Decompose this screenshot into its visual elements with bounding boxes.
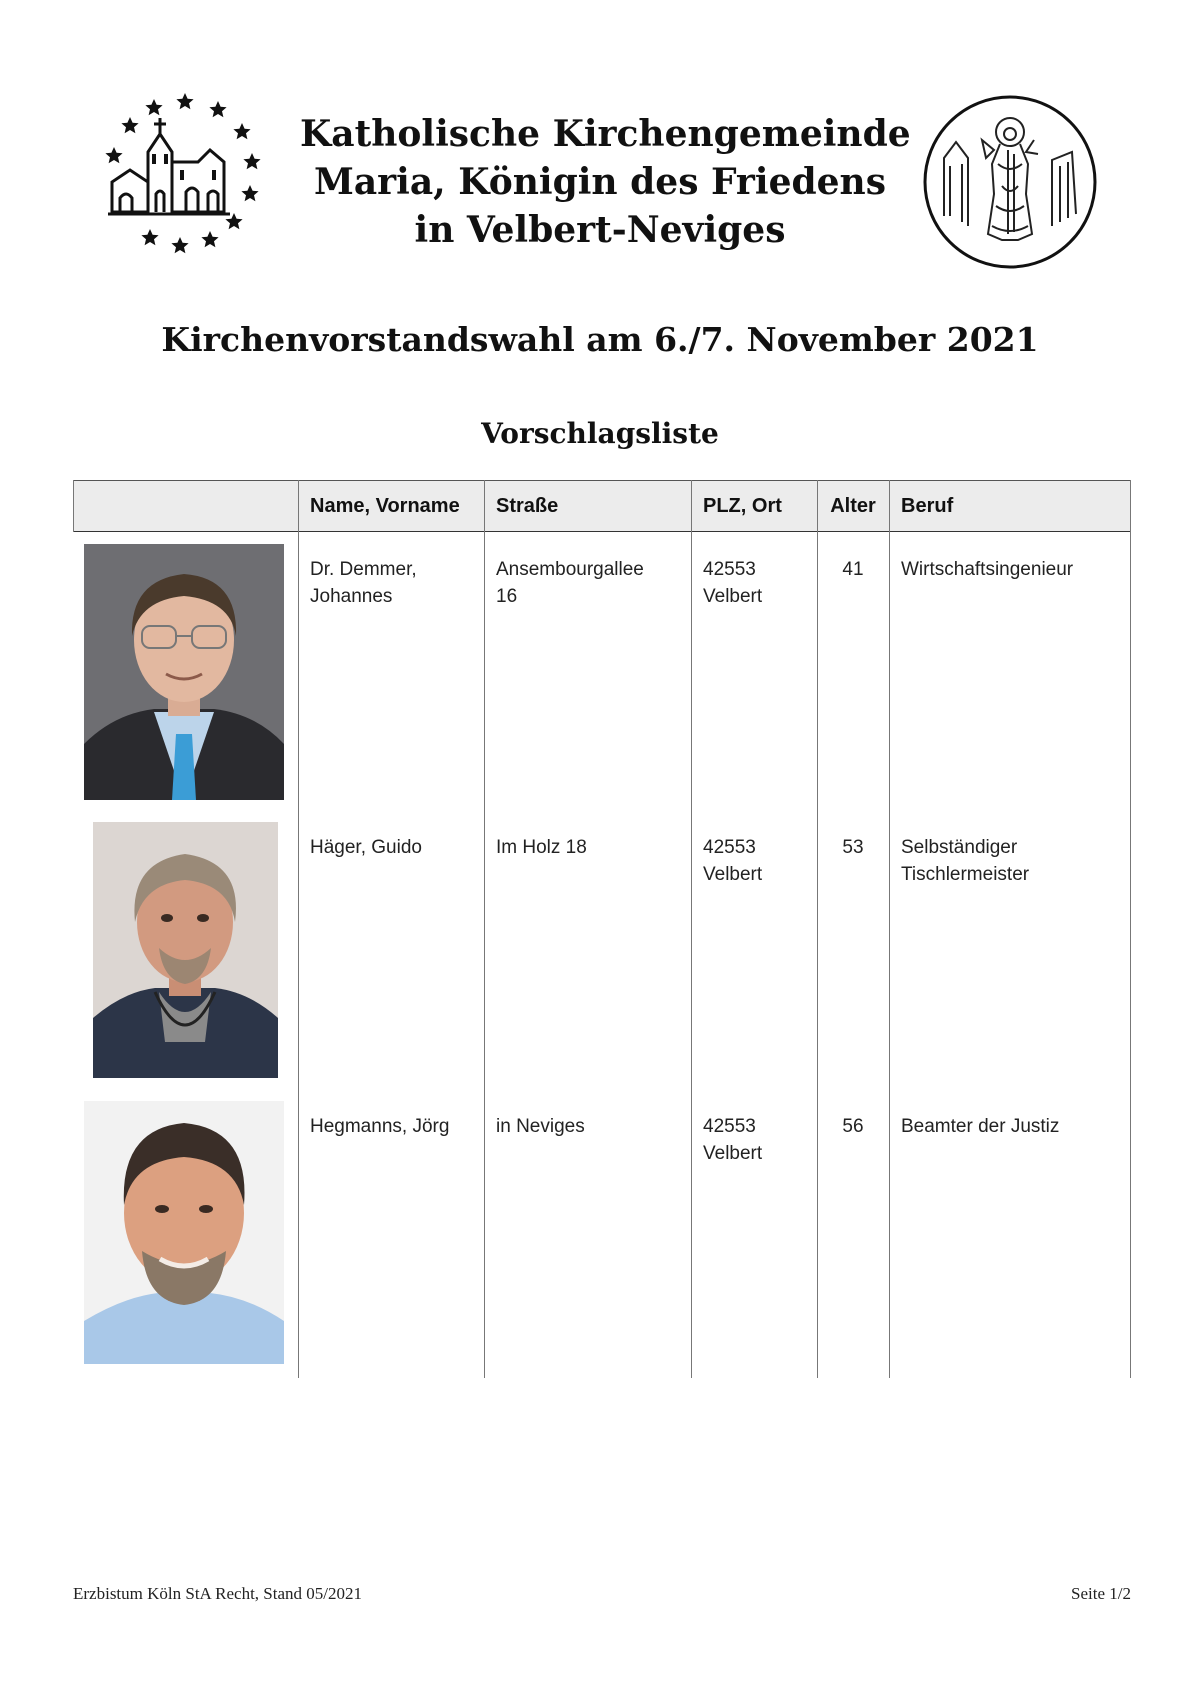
candidate-table <box>73 480 1131 1378</box>
madonna-seal-icon <box>922 94 1098 270</box>
list-title: Vorschlagsliste <box>481 417 719 450</box>
column-header-job: Beruf <box>901 495 954 517</box>
candidate-age: 56 <box>842 1116 864 1137</box>
candidate-street: Ansembourgallee 16 <box>496 559 644 607</box>
candidate-job: Selbständiger Tischlermeister <box>901 837 1030 885</box>
column-header-photo <box>73 481 298 532</box>
parish-name-line-2: Maria, Königin des Friedens <box>314 161 886 203</box>
candidate-name: Dr. Demmer, Johannes <box>310 559 417 607</box>
page-header <box>0 90 1200 270</box>
table-row <box>73 810 1131 1089</box>
candidate-street: in Neviges <box>496 1116 585 1137</box>
table-header <box>73 480 1131 532</box>
candidate-job: Beamter der Justiz <box>901 1116 1060 1137</box>
candidate-plz-ort: 42553 Velbert <box>703 1116 763 1164</box>
election-title: Kirchenvorstandswahl am 6./7. November 2021 <box>161 320 1039 359</box>
candidate-street: Im Holz 18 <box>496 837 587 858</box>
candidate-photo <box>93 822 278 1078</box>
candidate-photo <box>84 544 284 800</box>
candidate-age: 53 <box>842 837 864 858</box>
candidate-photo <box>84 1101 284 1364</box>
candidate-job: Wirtschaftsingenieur <box>901 559 1074 580</box>
table-row <box>73 1089 1131 1378</box>
candidate-age: 41 <box>842 559 864 580</box>
footer-source: Erzbistum Köln StA Recht, Stand 05/2021 <box>73 1584 362 1603</box>
column-header-street: Straße <box>496 495 559 517</box>
parish-church-logo-icon <box>100 90 270 260</box>
parish-name <box>300 110 911 254</box>
table-border-left <box>73 480 74 532</box>
page-number: Seite 1/2 <box>1071 1584 1131 1603</box>
candidate-name: Häger, Guido <box>310 837 422 858</box>
parish-name-line-1: Katholische Kirchengemeinde <box>300 113 911 155</box>
parish-name-line-3: in Velbert-Neviges <box>414 209 786 251</box>
column-header-name: Name, Vorname <box>310 495 460 517</box>
table-row <box>73 532 1131 810</box>
candidate-plz-ort: 42553 Velbert <box>703 559 763 607</box>
column-header-age: Alter <box>830 495 876 517</box>
candidate-plz-ort: 42553 Velbert <box>703 837 763 885</box>
candidate-name: Hegmanns, Jörg <box>310 1116 450 1137</box>
column-header-plz-ort: PLZ, Ort <box>703 495 782 517</box>
